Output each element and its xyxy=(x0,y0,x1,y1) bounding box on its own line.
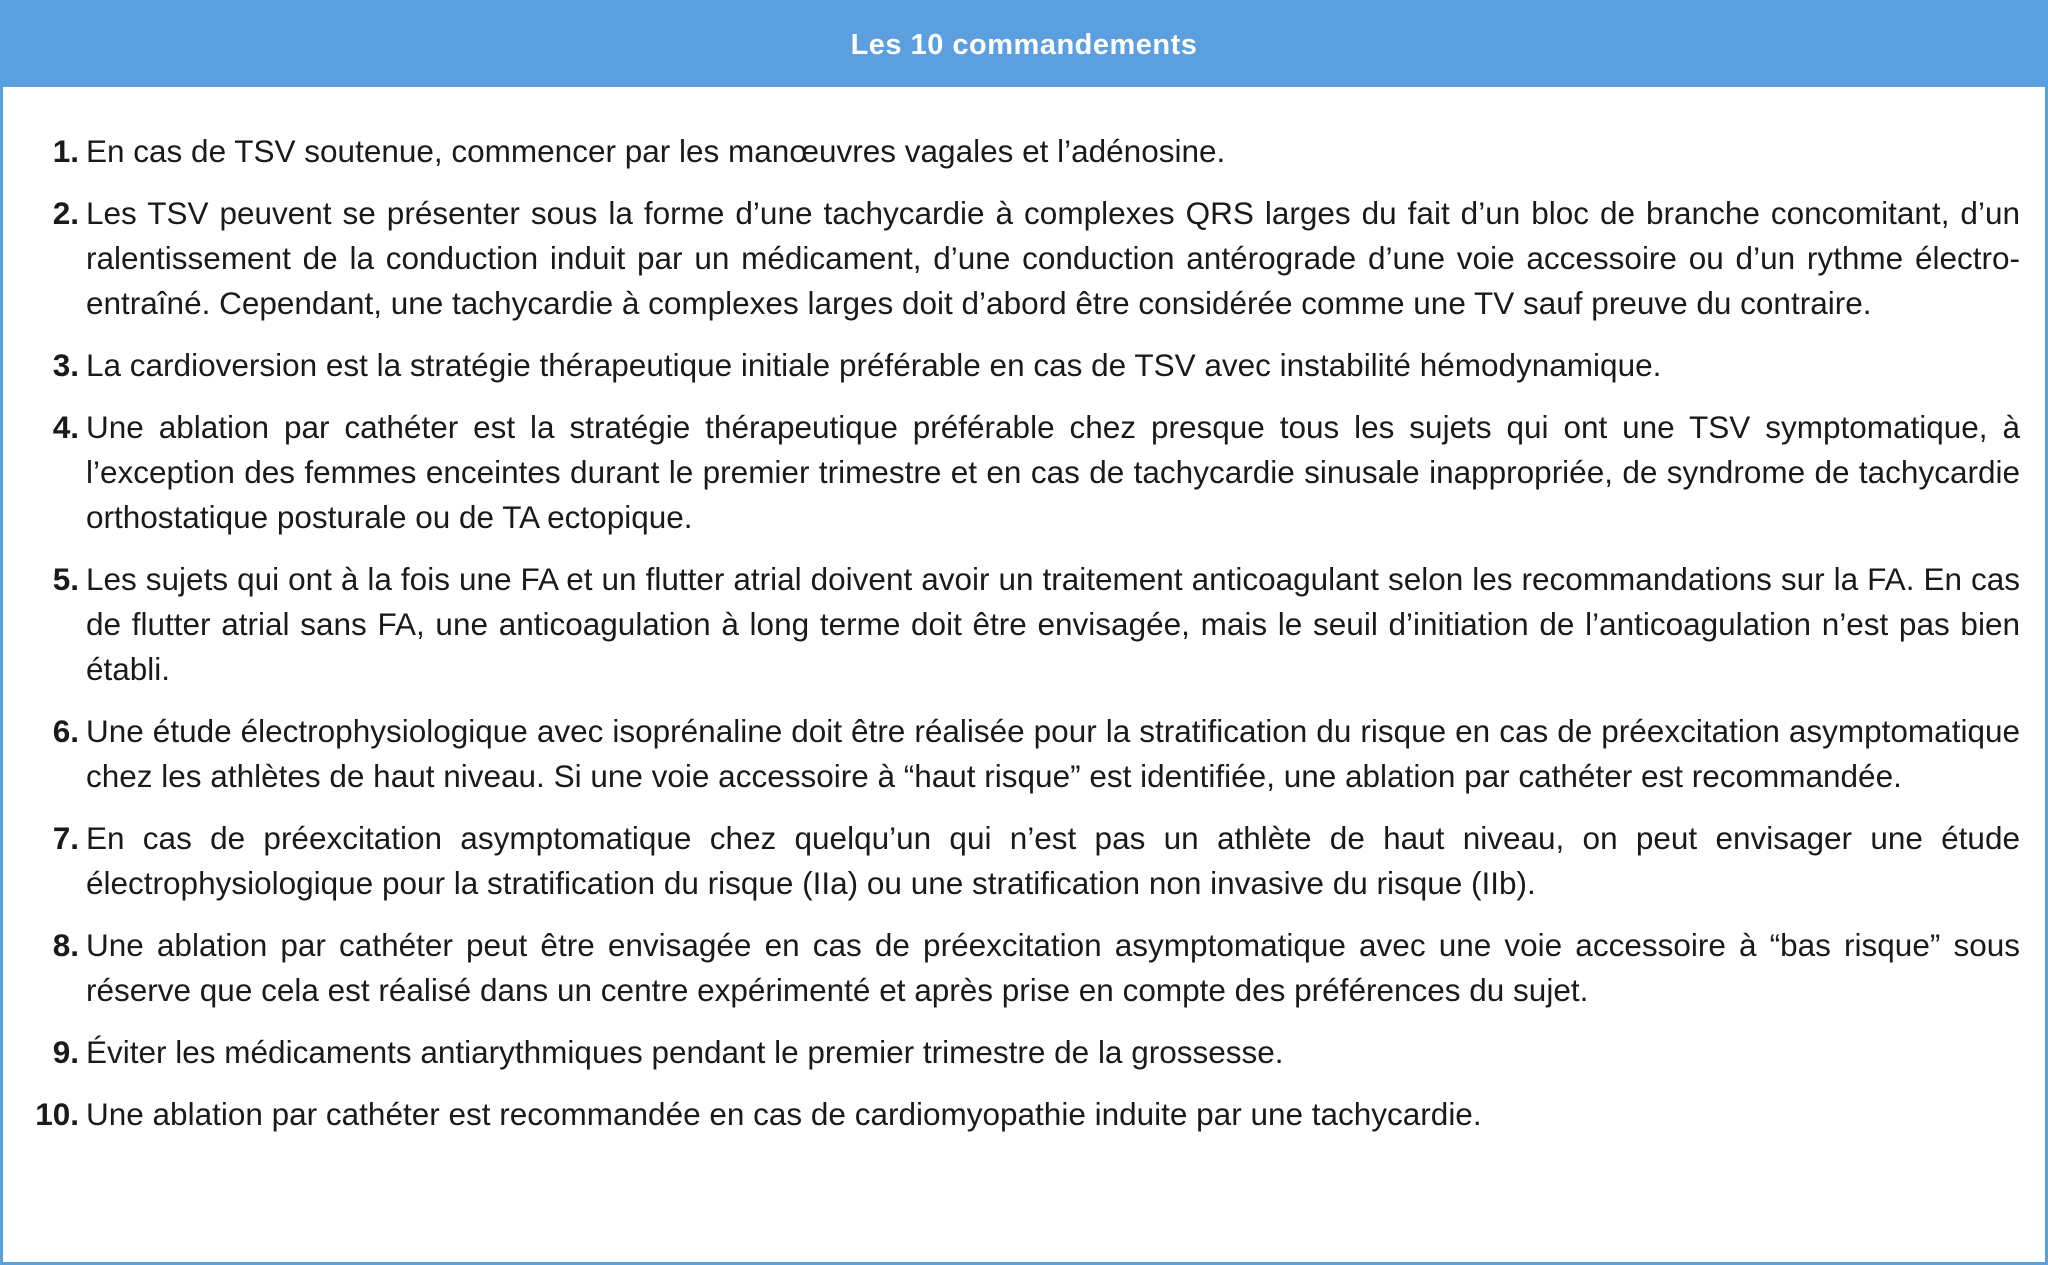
box-title: Les 10 commandements xyxy=(3,3,2045,87)
item-number: 9. xyxy=(52,1034,79,1070)
list-item xyxy=(3,129,2045,174)
list-item xyxy=(3,816,2045,906)
item-number: 4. xyxy=(52,409,79,445)
item-number: 10. xyxy=(35,1096,79,1132)
list-item xyxy=(3,1030,2045,1075)
item-text: Une ablation par cathéter est recommandée en cas de cardiomyopathie induite par une tachycardie. xyxy=(86,1096,1482,1132)
list-item xyxy=(3,405,2045,540)
item-text: Une ablation par cathéter peut être envisagée en cas de préexcitation asymptomatique avec une voie accessoire à “bas risque” sous réserve que cela est réalisé dans un centre expérimenté et après prise en compte des préférences du sujet. xyxy=(86,927,2020,1008)
list-item xyxy=(3,709,2045,799)
list-item xyxy=(3,343,2045,388)
list-item xyxy=(3,1092,2045,1137)
item-number: 7. xyxy=(52,820,79,856)
item-text: Les sujets qui ont à la fois une FA et un flutter atrial doivent avoir un traitement anticoagulant selon les recommandations sur la FA. En cas de flutter atrial sans FA, une anticoagulation à long terme doit être envisagée, mais le seuil d’initiation de l’anticoagulation n’est pas bien établi. xyxy=(86,561,2020,687)
item-text: Les TSV peuvent se présenter sous la forme d’une tachycardie à complexes QRS larges du fait d’un bloc de branche concomitant, d’un ralentissement de la conduction induit par un médicament, d’une conduction antérograde d’une voie accessoire ou d’un rythme électro-entraîné. Cependant, une tachycardie à complexes larges doit d’abord être considérée comme une TV sauf preuve du contraire. xyxy=(86,195,2020,321)
item-text: Éviter les médicaments antiarythmiques pendant le premier trimestre de la grossesse. xyxy=(86,1034,1284,1070)
item-number: 3. xyxy=(52,347,79,383)
item-text: En cas de TSV soutenue, commencer par les manœuvres vagales et l’adénosine. xyxy=(86,133,1226,169)
item-number: 6. xyxy=(52,713,79,749)
item-number: 5. xyxy=(52,561,79,597)
commandments-list xyxy=(3,129,2045,1154)
item-text: En cas de préexcitation asymptomatique chez quelqu’un qui n’est pas un athlète de haut niveau, on peut envisager une étude électrophysiologique pour la stratification du risque (IIa) ou une stratification non invasive du risque (IIb). xyxy=(86,820,2020,901)
item-number: 1. xyxy=(52,133,79,169)
item-number: 8. xyxy=(52,927,79,963)
list-item xyxy=(3,923,2045,1013)
list-item xyxy=(3,191,2045,326)
item-text: Une étude électrophysiologique avec isoprénaline doit être réalisée pour la stratification du risque en cas de préexcitation asymptomatique chez les athlètes de haut niveau. Si une voie accessoire à “haut risque” est identifiée, une ablation par cathéter est recommandée. xyxy=(86,713,2020,794)
item-text: Une ablation par cathéter est la stratégie thérapeutique préférable chez presque tous les sujets qui ont une TSV symptomatique, à l’exception des femmes enceintes durant le premier trimestre et en cas de tachycardie sinusale inappropriée, de syndrome de tachycardie orthostatique posturale ou de TA ectopique. xyxy=(86,409,2020,535)
list-item xyxy=(3,557,2045,692)
item-number: 2. xyxy=(52,195,79,231)
item-text: La cardioversion est la stratégie thérapeutique initiale préférable en cas de TSV avec instabilité hémodynamique. xyxy=(86,347,1662,383)
